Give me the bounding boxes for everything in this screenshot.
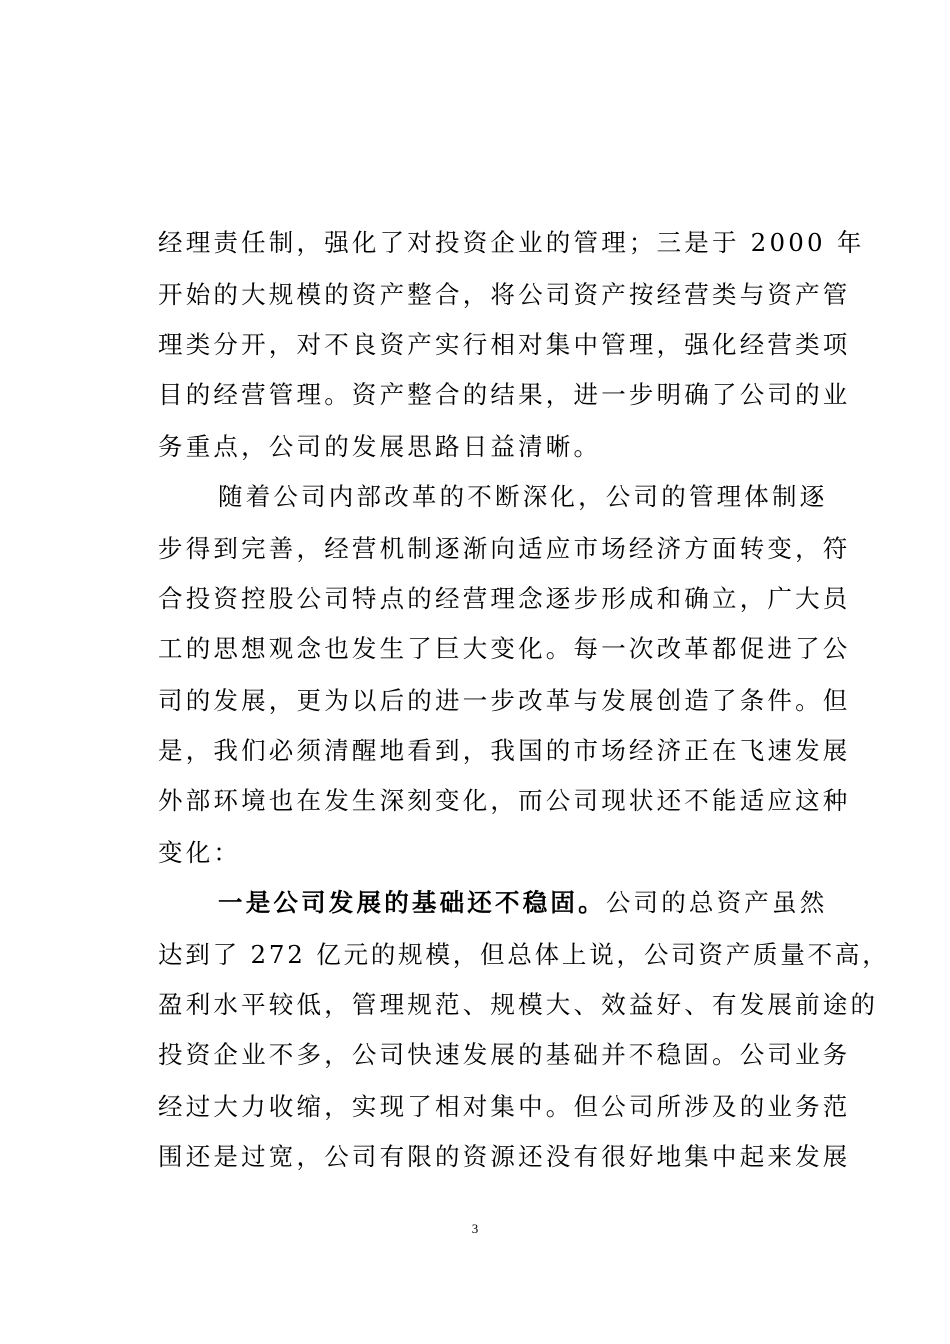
text-run: 公司的总资产虽然	[605, 888, 828, 917]
bold-heading: 一是公司发展的基础还不稳固。	[218, 888, 606, 917]
text-line: 经过大力收缩，实现了相对集中。但公司所涉及的业务范	[158, 1092, 851, 1121]
page-number: 3	[471, 1221, 479, 1236]
text-line: 随着公司内部改革的不断深化，公司的管理体制逐	[218, 482, 828, 511]
text-line: 是，我们必须清醒地看到，我国的市场经济正在飞速发展	[158, 736, 851, 765]
text-line: 工的思想观念也发生了巨大变化。每一次改革都促进了公	[158, 634, 851, 663]
text-line: 投资企业不多，公司快速发展的基础并不稳固。公司业务	[158, 1040, 851, 1069]
text-line: 经理责任制，强化了对投资企业的管理；三是于 2000 年	[158, 228, 865, 257]
text-line: 合投资控股公司特点的经营理念逐步形成和确立，广大员	[158, 584, 851, 613]
text-line: 达到了 272 亿元的规模，但总体上说，公司资产质量不高，	[158, 940, 890, 969]
text-line: 围还是过宽，公司有限的资源还没有很好地集中起来发展	[158, 1142, 851, 1171]
text-line: 外部环境也在发生深刻变化，而公司现状还不能适应这种	[158, 786, 851, 815]
text-line: 盈利水平较低，管理规范、规模大、效益好、有发展前途的	[158, 990, 879, 1019]
text-line	[218, 887, 827, 919]
text-line: 理类分开，对不良资产实行相对集中管理，强化经营类项	[158, 330, 851, 359]
text-line: 变化：	[158, 838, 242, 867]
text-line: 步得到完善，经营机制逐渐向适应市场经济方面转变，符	[158, 534, 851, 563]
text-line: 务重点，公司的发展思路日益清晰。	[158, 432, 602, 461]
text-line: 开始的大规模的资产整合，将公司资产按经营类与资产管	[158, 280, 851, 309]
text-line: 目的经营管理。资产整合的结果，进一步明确了公司的业	[158, 380, 851, 409]
text-line: 司的发展，更为以后的进一步改革与发展创造了条件。但	[158, 686, 851, 715]
